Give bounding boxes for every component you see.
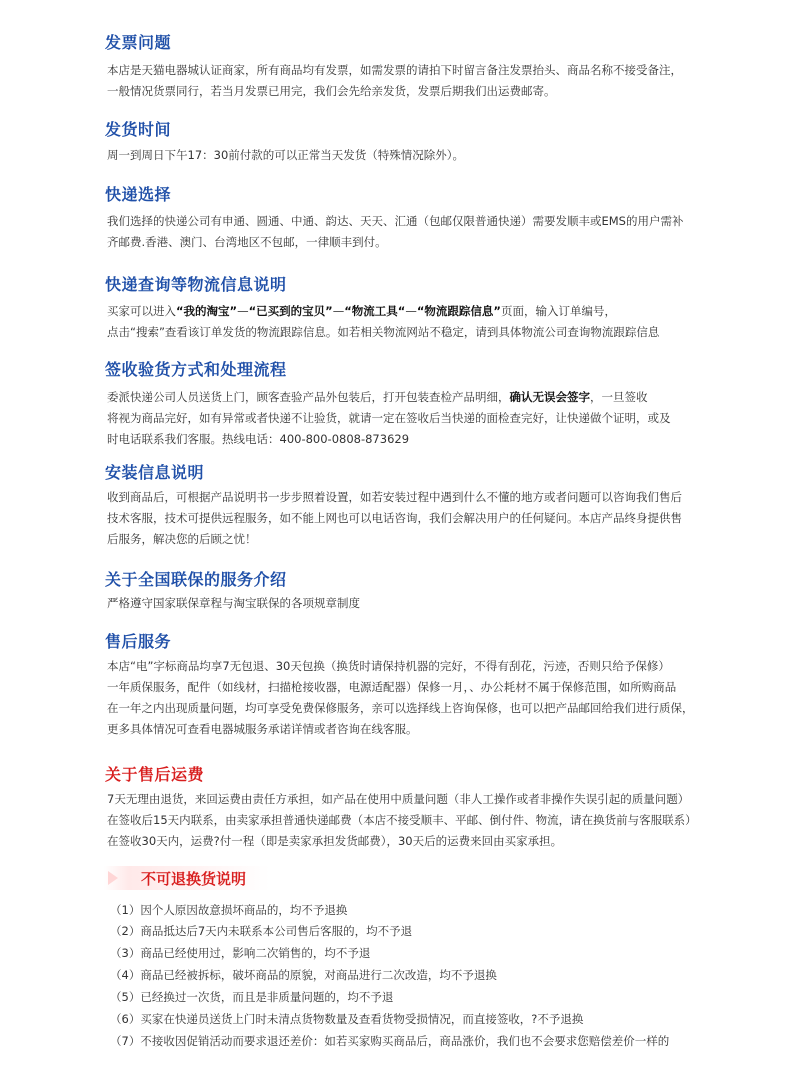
section-title-shipping-time: 发货时间 [105,120,172,139]
invoice-text-line: 本店是天猫电器城认证商家，所有商品均有发票，如需发票的请拍下时留言备注发票抬头、商品名称不接受备注， [107,63,682,77]
installation-text-line: 收到商品后，可根据产品说明书一步步照着设置，如若安装过程中遇到什么不懂的地方或者问题可以咨询我们售后 [107,490,682,504]
triangle-marker-icon [108,871,118,885]
courier-text-line: 我们选择的快递公司有申通、圆通、中通、韵达、天天、汇通（包邮仅限普通快递）需要发顺丰或EMS的用户需补 [107,214,684,228]
section-title-no-return: 不可退换货说明 [141,870,247,888]
logistics-bold-tracking: “物流跟踪信息” [416,304,501,318]
section-title-national-warranty: 关于全国联保的服务介绍 [105,570,287,589]
section-title-courier-choice: 快递选择 [105,185,172,204]
inspection-text-part: ，一旦签收 [590,390,648,404]
courier-text-line: 齐邮费.香港、澳门、台湾地区不包邮，一律顺丰到付。 [107,235,387,249]
return-shipping-text-line: 在签收30天内，运费?付一程（即是卖家承担发货邮费），30天后的运费来回由买家承担。 [107,834,563,848]
logistics-bold-tools: “物流工具“ [344,304,406,318]
section-title-installation: 安装信息说明 [105,463,205,482]
no-return-item: （6）买家在快递员送货上门时未清点货物数量及查看货物受损情况，而直接签收，?不予退换 [110,1012,584,1026]
logistics-dash: — [405,304,417,318]
logistics-text-line: 点击“搜索”查看该订单发货的物流跟踪信息。如若相关物流网站不稳定，请到具体物流公司查询物流跟踪信息 [107,325,660,339]
invoice-text-line: 一般情况货票同行，若当月发票已用完，我们会先给亲发货，发票后期我们出运费邮寄。 [107,84,556,98]
no-return-item: （7）不接收因促销活动而要求退还差价：如若买家购买商品后，商品涨价，我们也不会要求您赔偿差价一样的 [110,1034,670,1048]
section-title-inspection: 签收验货方式和处理流程 [105,360,287,379]
after-sales-text-line: 在一年之内出现质量问题，均可享受免费保修服务，亲可以选择线上咨询保修，也可以把产品邮回给我们进行质保， [107,701,694,715]
after-sales-text-line: 更多具体情况可查看电器城服务承诺详情或者咨询在线客服。 [107,722,418,736]
inspection-text-line: 将视为商品完好，如有异常或者快递不让验货，就请一定在签收后当快递的面检查完好，让快递做个证明，或及 [107,411,671,425]
warranty-text-line: 严格遵守国家联保章程与淘宝联保的各项规章制度 [107,596,360,610]
no-return-item: （2）商品抵达后7天内未联系本公司售后客服的，均不予退 [110,924,413,938]
logistics-text-part: 页面，输入订单编号， [501,304,616,318]
shipping-time-text-line: 周一到周日下午17：30前付款的可以正常当天发货（特殊情况除外）。 [107,148,465,162]
logistics-bold-my-taobao: “我的淘宝” [176,304,238,318]
installation-text-line: 后服务，解决您的后顾之忧！ [107,532,257,546]
after-sales-text-line: 一年质保服务，配件（如线材，扫描枪接收器，电源适配器）保修一月，、办公耗材不属于保修范围，如所购商品 [107,680,677,694]
section-title-after-sales: 售后服务 [105,632,172,651]
no-return-item: （1）因个人原因故意损坏商品的，均不予退换 [110,903,348,917]
return-shipping-text-line: 7天无理由退货，来回运费由责任方承担，如产品在使用中质量问题（非人工操作或者非操作失误引起的质量问题） [107,792,690,806]
logistics-bold-bought-items: “已买到的宝贝” [248,304,333,318]
section-title-invoice: 发票问题 [105,33,172,52]
no-return-item: （4）商品已经被拆标，破坏商品的原貌，对商品进行二次改造，均不予退换 [110,968,497,982]
after-sales-text-line: 本店“电”字标商品均享7无包退、30天包换（换货时请保持机器的完好，不得有刮花，污迹，否则只给予保修） [107,659,670,673]
no-return-item: （3）商品已经使用过，影响二次销售的，均不予退 [110,946,371,960]
installation-text-line: 技术客服，技术可提供远程服务，如不能上网也可以电话咨询，我们会解决用户的任何疑问。本店产品终身提供售 [107,511,682,525]
inspection-bold-confirm: 确认无误会签字 [509,390,590,404]
section-title-logistics-query: 快递查询等物流信息说明 [105,275,287,294]
inspection-hotline-line: 时电话联系我们客服。热线电话：400-800-0808-873629 [107,432,410,446]
section-title-return-shipping: 关于售后运费 [105,765,205,784]
logistics-dash: — [332,304,345,318]
logistics-text-line [107,301,616,322]
no-return-item: （5）已经换过一次货，而且是非质量问题的，均不予退 [110,990,394,1004]
logistics-dash: — [237,304,249,318]
return-shipping-text-line: 在签收后15天内联系，由卖家承担普通快递邮费（本店不接受顺丰、平邮、倒付件、物流，请在换货前与客服联系） [107,813,697,827]
inspection-text-line [107,387,648,408]
logistics-text-part: 买家可以进入 [107,304,176,318]
inspection-text-part: 委派快递公司人员送货上门，顾客查验产品外包装后，打开包装查检产品明细， [107,390,510,404]
